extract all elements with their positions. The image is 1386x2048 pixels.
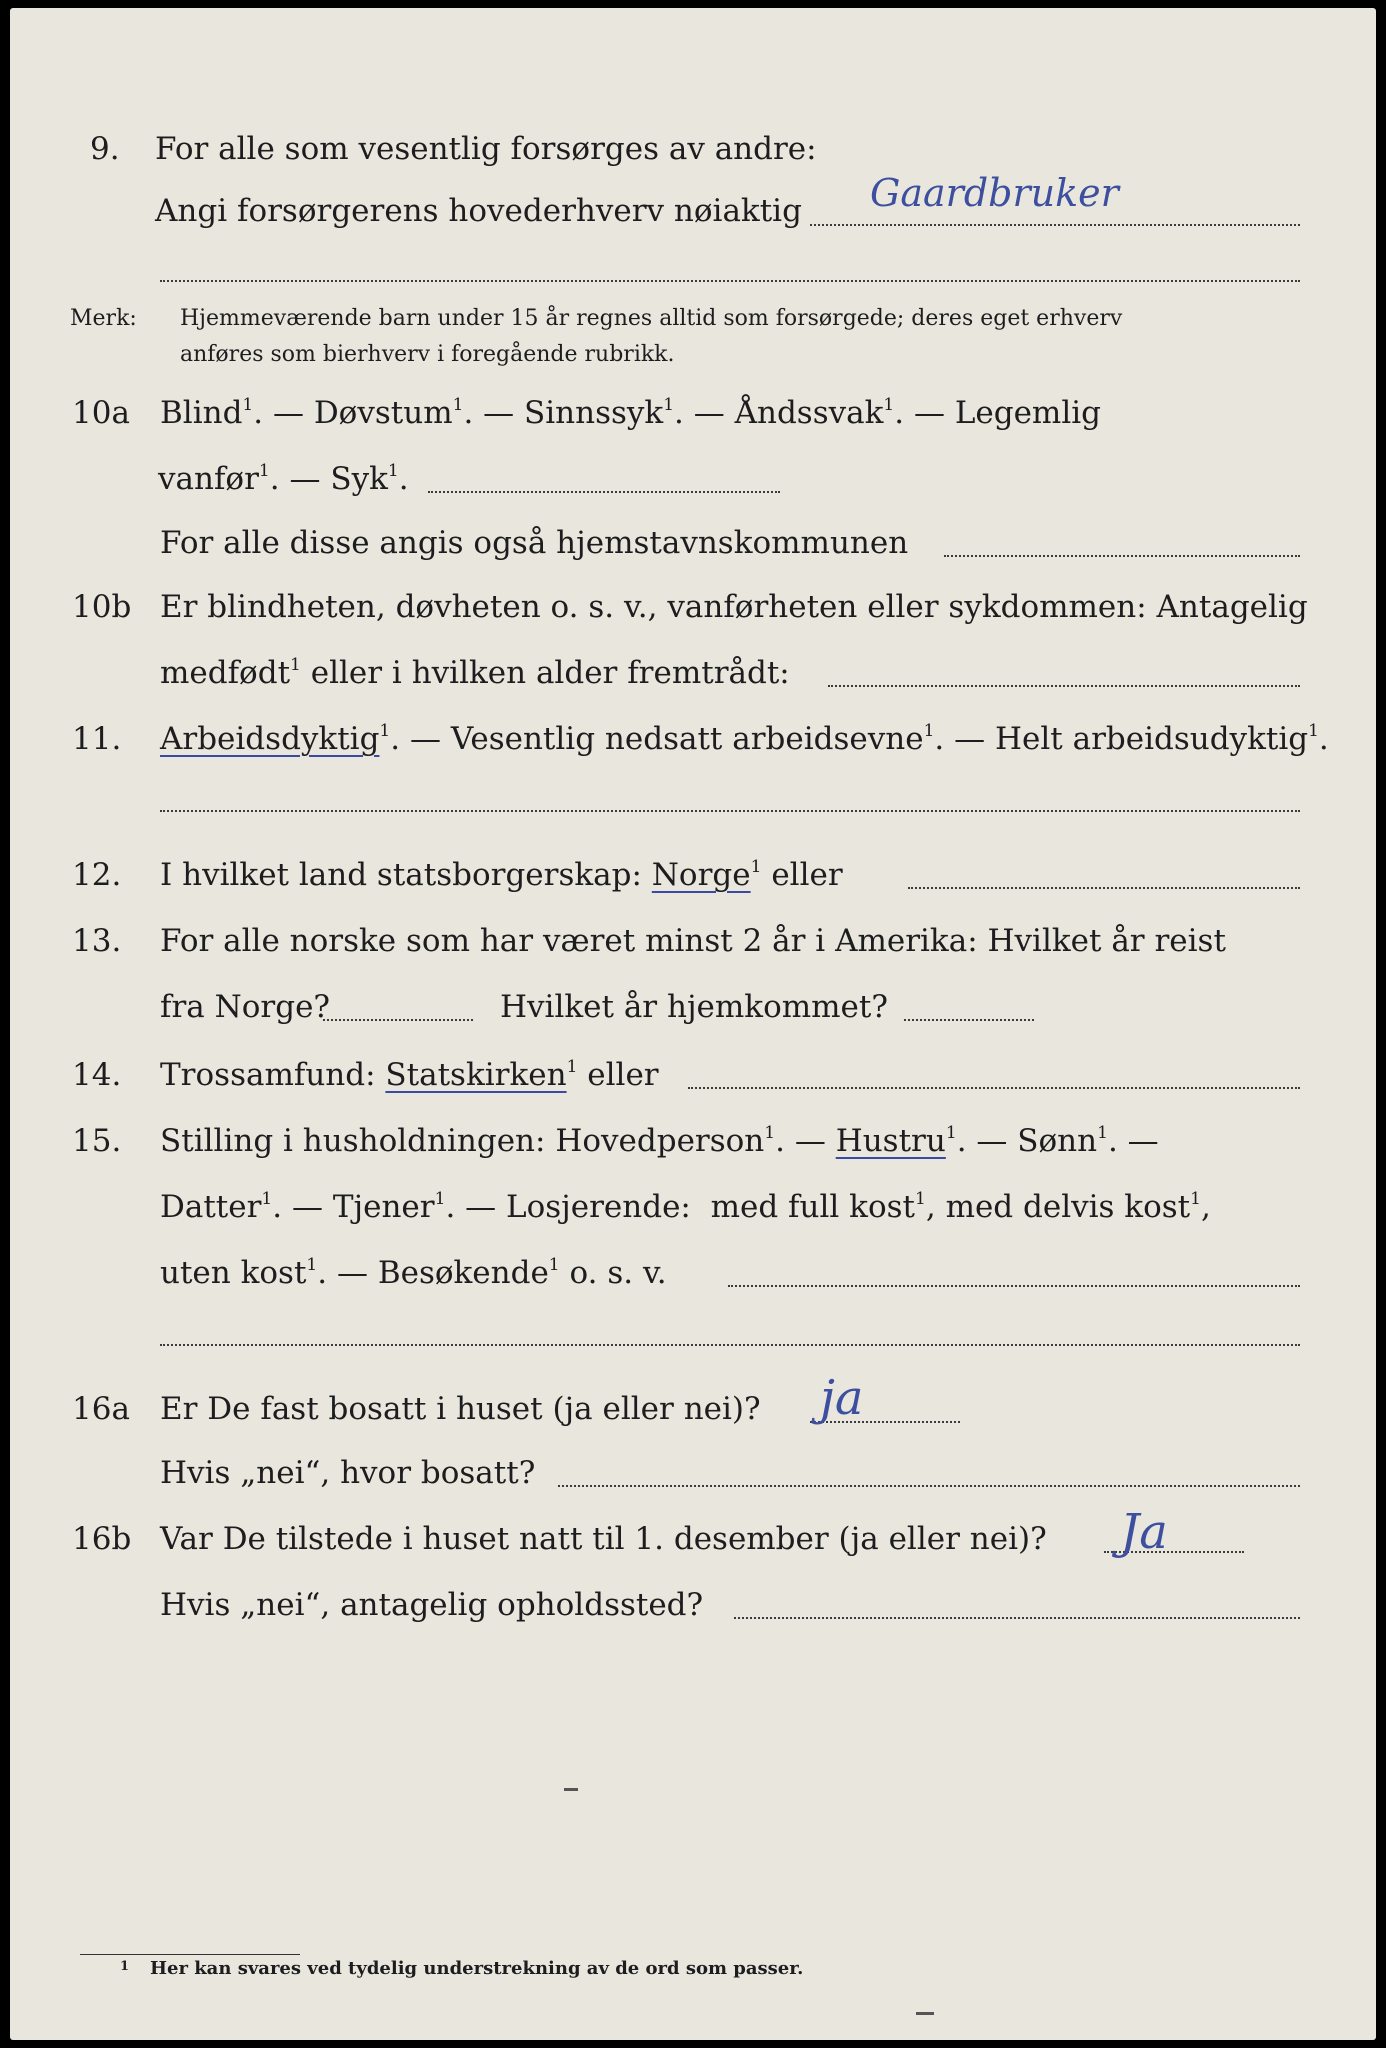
q12-opt-norge: Norge — [651, 857, 751, 893]
stray-mark — [916, 2012, 934, 2015]
merk-line2: anføres som bierhverv i foregående rubrikk. — [180, 342, 675, 367]
q13-line1: For alle norske som har været minst 2 år i Amerika: Hvilket år reist — [160, 923, 1226, 959]
merk-label: Merk: — [70, 306, 137, 331]
q13-line2b: Hvilket år hjemkommet? — [500, 989, 888, 1025]
q10a-line1: Blind$^1$. — Døvstum$^1$. — Sinnssyk$^1$. — Åndssvak$^1$. — Legemlig — [160, 395, 1102, 431]
stray-mark — [564, 1788, 578, 1791]
q11-opt-arbeidsdyktig: Arbeidsdyktig — [160, 721, 380, 757]
q9-number: 9. — [90, 131, 120, 167]
q11-extra-line — [160, 810, 1300, 812]
q16b-line1: Var De tilstede i huset natt til 1. desember (ja eller nei)? — [160, 1521, 1047, 1557]
q9-handwritten-answer: Gaardbruker — [870, 171, 1119, 215]
q16a-handwritten-answer: ja — [820, 1370, 864, 1426]
q16b-line2: Hvis „nei“, antagelig opholdssted? — [160, 1587, 704, 1623]
q10a-line3: For alle disse angis også hjemstavnskommunen — [160, 525, 909, 561]
q10b-number: 10b — [72, 589, 132, 625]
q16a-bosatt-line — [558, 1485, 1300, 1487]
q16a-number: 16a — [72, 1391, 130, 1427]
q13-reist-line — [323, 1019, 473, 1021]
footnote-mark: 1 — [120, 1959, 130, 1974]
merk-line1: Hjemmeværende barn under 15 år regnes alltid som forsørgede; deres eget erhverv — [180, 306, 1123, 331]
q15-extra-line — [160, 1344, 1300, 1346]
q15-number: 15. — [72, 1123, 122, 1159]
q13-hjemkommet-line — [904, 1019, 1034, 1021]
q10a-number: 10a — [72, 395, 130, 431]
q15-line3: uten kost$^1$. — Besøkende$^1$ o. s. v. — [160, 1255, 667, 1291]
q16a-line2: Hvis „nei“, hvor bosatt? — [160, 1455, 536, 1491]
q13-number: 13. — [72, 923, 122, 959]
q14-line: Trossamfund: Statskirken$^1$ eller — [160, 1057, 659, 1093]
q10b-age-line — [828, 685, 1300, 687]
q10b-line1: Er blindheten, døvheten o. s. v., vanførheten eller sykdommen: Antagelig — [160, 589, 1308, 625]
census-form-page — [10, 8, 1376, 2040]
footnote-rule — [80, 1954, 300, 1955]
q11-line: Arbeidsdyktig$^1$. — Vesentlig nedsatt arbeidsevne$^1$. — Helt arbeidsudyktig$^1$. — [160, 721, 1329, 757]
q14-opt-statskirken: Statskirken — [385, 1057, 567, 1093]
q15-answer-line — [728, 1285, 1300, 1287]
q10a-hjemstavn-line — [944, 555, 1300, 557]
q10a-line2: vanfør$^1$. — Syk$^1$. — [158, 461, 409, 497]
q14-answer-line — [688, 1087, 1300, 1089]
q16b-opholdssted-line — [734, 1617, 1300, 1619]
q15-line2: Datter$^1$. — Tjener$^1$. — Losjerende: med full kost$^1$, med delvis kost$^1$, — [160, 1189, 1211, 1225]
q11-number: 11. — [72, 721, 122, 757]
q9-extra-line — [160, 280, 1300, 282]
q12-number: 12. — [72, 857, 122, 893]
q13-line2a: fra Norge? — [160, 989, 331, 1025]
footnote-text: Her kan svares ved tydelig understrekning av de ord som passer. — [150, 1958, 804, 1979]
q10a-syk-line — [428, 491, 780, 493]
q10b-line2: medfødt$^1$ eller i hvilken alder fremtrådt: — [160, 655, 790, 691]
q16a-line1: Er De fast bosatt i huset (ja eller nei)? — [160, 1391, 761, 1427]
q9-line1: For alle som vesentlig forsørges av andre: — [155, 131, 817, 167]
q12-answer-line — [908, 887, 1300, 889]
q14-number: 14. — [72, 1057, 122, 1093]
q9-line2: Angi forsørgerens hovederhverv nøiaktig — [155, 193, 802, 229]
q15-line1: Stilling i husholdningen: Hovedperson$^1$. — Hustru$^1$. — Sønn$^1$. — — [160, 1123, 1159, 1159]
q16b-handwritten-answer: Ja — [1120, 1504, 1168, 1560]
q16b-number: 16b — [72, 1521, 132, 1557]
q9-answer-line — [810, 224, 1300, 226]
q12-line: I hvilket land statsborgerskap: Norge$^1$ eller — [160, 857, 843, 893]
q15-opt-hustru: Hustru — [835, 1123, 946, 1159]
